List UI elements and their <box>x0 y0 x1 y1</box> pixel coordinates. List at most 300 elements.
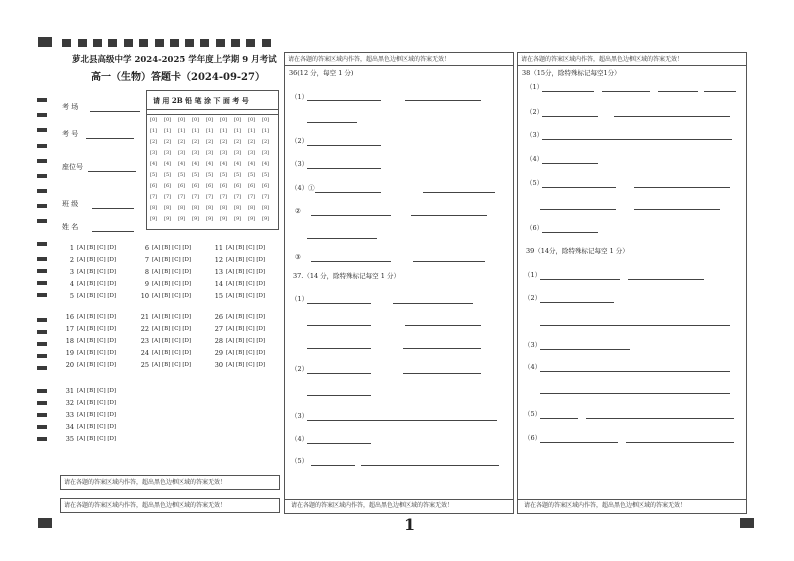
id-digit-bubble[interactable]: [8] <box>262 205 270 211</box>
id-digit-bubble[interactable]: [1] <box>192 128 200 134</box>
answer-bubbles[interactable]: [A] [B] [C] [D] <box>77 338 117 344</box>
answer-line[interactable] <box>540 279 620 280</box>
id-digit-bubble[interactable]: [7] <box>262 194 270 200</box>
warning-box-left-1 <box>60 475 280 490</box>
sub-question-label: （2） <box>526 108 544 116</box>
timing-mark <box>62 39 71 47</box>
id-digit-bubble[interactable]: [9] <box>248 216 256 222</box>
id-digit-bubble[interactable]: [8] <box>220 205 228 211</box>
info-field-label: 考 场 <box>62 103 79 111</box>
id-digit-bubble[interactable]: [8] <box>164 205 172 211</box>
id-digit-bubble[interactable]: [2] <box>234 139 242 145</box>
question-number: 32 <box>65 399 74 407</box>
id-digit-bubble[interactable]: [5] <box>206 172 214 178</box>
answer-bubbles[interactable]: [A] [B] [C] [D] <box>152 293 192 299</box>
q36-title: 36(12 分，每空 1 分) <box>289 69 354 77</box>
id-digit-bubble[interactable]: [1] <box>178 128 186 134</box>
corner-mark-bottom-right <box>740 518 754 528</box>
answer-line[interactable] <box>540 325 730 326</box>
id-digit-bubble[interactable]: [1] <box>262 128 270 134</box>
timing-mark <box>37 189 47 193</box>
answer-line[interactable] <box>628 279 704 280</box>
timing-mark <box>37 128 47 132</box>
question-number: 27 <box>214 325 223 333</box>
id-digit-bubble[interactable]: [6] <box>262 183 270 189</box>
question-number: 13 <box>214 268 223 276</box>
id-digit-bubble[interactable]: [3] <box>262 150 270 156</box>
sub-question-label: （6） <box>524 434 542 442</box>
id-digit-bubble[interactable]: [6] <box>248 183 256 189</box>
answer-line[interactable] <box>602 91 650 92</box>
id-digit-bubble[interactable]: [4] <box>164 161 172 167</box>
answer-line[interactable] <box>626 442 734 443</box>
answer-line[interactable] <box>542 116 598 117</box>
id-digit-bubble[interactable]: [8] <box>248 205 256 211</box>
page-number: 1 <box>404 515 416 534</box>
answer-line[interactable] <box>403 348 481 349</box>
answer-bubbles[interactable]: [A] [B] [C] [D] <box>152 257 192 263</box>
answer-bubbles[interactable]: [A] [B] [C] [D] <box>77 281 117 287</box>
sub-question-label: （3） <box>291 160 309 168</box>
id-digit-bubble[interactable]: [9] <box>234 216 242 222</box>
id-digit-bubble[interactable]: [5] <box>248 172 256 178</box>
question-number: 11 <box>214 244 223 252</box>
id-digit-bubble[interactable]: [1] <box>164 128 172 134</box>
id-digit-bubble[interactable]: [1] <box>150 128 158 134</box>
id-digit-bubble[interactable]: [9] <box>150 216 158 222</box>
answer-bubbles[interactable]: [A] [B] [C] [D] <box>152 314 192 320</box>
timing-mark <box>108 39 117 47</box>
timing-mark <box>37 204 47 208</box>
warning-text: 请在各题的答案区域内作答，超出黑色边框区域的答案无效！ <box>64 502 227 509</box>
q38-title: 38（15分，除特殊标记每空1分） <box>522 69 621 77</box>
sub-question-label: （5） <box>526 179 544 187</box>
id-digit-bubble[interactable]: [7] <box>150 194 158 200</box>
id-digit-bubble[interactable]: [3] <box>164 150 172 156</box>
sub-question-label: （1） <box>524 271 542 279</box>
question-number: 17 <box>65 325 74 333</box>
id-digit-bubble[interactable]: [0] <box>150 117 158 123</box>
id-digit-bubble[interactable]: [6] <box>206 183 214 189</box>
answer-line[interactable] <box>361 465 499 466</box>
id-digit-bubble[interactable]: [4] <box>220 161 228 167</box>
answer-line[interactable] <box>423 192 495 193</box>
id-digit-bubble[interactable]: [4] <box>192 161 200 167</box>
sub-question-label: （3） <box>291 412 309 420</box>
info-field-input[interactable] <box>86 138 134 139</box>
id-digit-bubble[interactable]: [7] <box>220 194 228 200</box>
answer-line[interactable] <box>393 303 473 304</box>
timing-mark <box>37 318 47 322</box>
id-digit-bubble[interactable]: [9] <box>192 216 200 222</box>
answer-line[interactable] <box>403 373 481 374</box>
id-digit-bubble[interactable]: [5] <box>220 172 228 178</box>
id-digit-bubble[interactable]: [3] <box>178 150 186 156</box>
id-digit-bubble[interactable]: [1] <box>220 128 228 134</box>
question-number: 20 <box>65 361 74 369</box>
id-digit-bubble[interactable]: [2] <box>192 139 200 145</box>
answer-line[interactable] <box>405 100 481 101</box>
answer-line[interactable] <box>540 371 730 372</box>
id-digit-bubble[interactable]: [0] <box>234 117 242 123</box>
answer-bubbles[interactable]: [A] [B] [C] [D] <box>226 257 266 263</box>
question-number: 33 <box>65 411 74 419</box>
timing-mark <box>139 39 148 47</box>
timing-mark <box>170 39 179 47</box>
id-digit-bubble[interactable]: [7] <box>234 194 242 200</box>
id-digit-bubble[interactable]: [8] <box>234 205 242 211</box>
fill-instruction: 请 用 2B 铅 笔 涂 下 面 考 号 <box>153 96 249 105</box>
id-digit-bubble[interactable]: [2] <box>164 139 172 145</box>
question-number: 5 <box>69 292 74 300</box>
question-number: 6 <box>144 244 149 252</box>
answer-bubbles[interactable]: [A] [B] [C] [D] <box>152 362 192 368</box>
answer-line[interactable] <box>307 168 381 169</box>
id-digit-bubble[interactable]: [6] <box>164 183 172 189</box>
id-digit-bubble[interactable]: [5] <box>150 172 158 178</box>
timing-mark <box>155 39 164 47</box>
answer-line[interactable] <box>540 442 618 443</box>
timing-mark <box>37 219 47 223</box>
id-digit-bubble[interactable]: [1] <box>206 128 214 134</box>
question-number: 7 <box>144 256 149 264</box>
answer-line[interactable] <box>542 163 598 164</box>
answer-line[interactable] <box>307 303 371 304</box>
timing-mark <box>216 39 225 47</box>
answer-bubbles[interactable]: [A] [B] [C] [D] <box>152 338 192 344</box>
corner-mark-top-left <box>38 37 52 47</box>
timing-mark <box>37 425 47 429</box>
id-digit-bubble[interactable]: [3] <box>220 150 228 156</box>
answer-line[interactable] <box>307 325 371 326</box>
answer-line[interactable] <box>542 232 598 233</box>
id-digit-bubble[interactable]: [8] <box>178 205 186 211</box>
id-digit-bubble[interactable]: [9] <box>206 216 214 222</box>
warning-text: 请在各题的答案区域内作答，超出黑色边框区域的答案无效！ <box>288 56 451 63</box>
id-digit-bubble[interactable]: [7] <box>164 194 172 200</box>
timing-mark <box>78 39 87 47</box>
answer-line[interactable] <box>307 100 381 101</box>
answer-line[interactable] <box>540 418 578 419</box>
answer-line[interactable] <box>542 139 732 140</box>
id-digit-bubble[interactable]: [0] <box>220 117 228 123</box>
id-digit-bubble[interactable]: [2] <box>178 139 186 145</box>
subject-title: 高一（生物）答题卡（2024-09-27） <box>91 72 265 83</box>
answer-bubbles[interactable]: [A] [B] [C] [D] <box>226 245 266 251</box>
question-number: 28 <box>214 337 223 345</box>
question-number: 26 <box>214 313 223 321</box>
answer-bubbles[interactable]: [A] [B] [C] [D] <box>77 293 117 299</box>
info-field-label: 考 号 <box>62 130 79 138</box>
id-digit-bubble[interactable]: [2] <box>206 139 214 145</box>
question-number: 9 <box>144 280 149 288</box>
id-digit-bubble[interactable]: [3] <box>192 150 200 156</box>
answer-line[interactable] <box>311 215 391 216</box>
answer-bubbles[interactable]: [A] [B] [C] [D] <box>77 412 117 418</box>
question-number: 23 <box>140 337 149 345</box>
id-digit-bubble[interactable]: [2] <box>248 139 256 145</box>
answer-line[interactable] <box>614 116 730 117</box>
id-digit-bubble[interactable]: [9] <box>178 216 186 222</box>
answer-bubbles[interactable]: [A] [B] [C] [D] <box>77 362 117 368</box>
id-digit-bubble[interactable]: [6] <box>192 183 200 189</box>
id-digit-bubbles[interactable] <box>150 116 276 226</box>
sub-question-label: （1） <box>291 295 309 303</box>
info-field-input[interactable] <box>90 111 140 112</box>
id-digit-bubble[interactable]: [0] <box>206 117 214 123</box>
answer-line[interactable] <box>540 393 730 394</box>
answer-bubbles[interactable]: [A] [B] [C] [D] <box>226 362 266 368</box>
school-exam-title: 萝北县高级中学 2024-2025 学年度上学期 9 月考试 <box>72 55 277 65</box>
sub-question-label: （4） <box>524 363 542 371</box>
answer-bubbles[interactable]: [A] [B] [C] [D] <box>77 245 117 251</box>
id-digit-bubble[interactable]: [4] <box>206 161 214 167</box>
id-digit-bubble[interactable]: [2] <box>220 139 228 145</box>
answer-bubbles[interactable]: [A] [B] [C] [D] <box>77 269 117 275</box>
id-digit-bubble[interactable]: [2] <box>150 139 158 145</box>
question-number: 35 <box>65 435 74 443</box>
answer-line[interactable] <box>540 302 614 303</box>
question-number: 22 <box>140 325 149 333</box>
id-digit-bubble[interactable]: [7] <box>248 194 256 200</box>
warning-text: 请在各题的答案区域内作答，超出黑色边框区域的答案无效！ <box>524 502 687 509</box>
id-digit-bubble[interactable]: [4] <box>178 161 186 167</box>
id-digit-bubble[interactable]: [5] <box>178 172 186 178</box>
answer-line[interactable] <box>307 395 371 396</box>
q39-title: 39（14分，除特殊标记每空 1 分） <box>526 247 629 255</box>
timing-mark <box>37 113 47 117</box>
id-digit-bubble[interactable]: [2] <box>262 139 270 145</box>
timing-mark <box>37 98 47 102</box>
id-digit-bubble[interactable]: [1] <box>234 128 242 134</box>
id-digit-bubble[interactable]: [8] <box>192 205 200 211</box>
timing-mark <box>37 174 47 178</box>
timing-mark <box>37 401 47 405</box>
answer-line[interactable] <box>704 91 736 92</box>
answer-bubbles[interactable]: [A] [B] [C] [D] <box>77 400 117 406</box>
id-digit-bubble[interactable]: [6] <box>178 183 186 189</box>
timing-mark <box>37 269 47 273</box>
id-digit-bubble[interactable]: [7] <box>178 194 186 200</box>
timing-mark <box>124 39 133 47</box>
answer-bubbles[interactable]: [A] [B] [C] [D] <box>226 293 266 299</box>
info-field-label: 班 级 <box>62 200 79 208</box>
id-digit-bubble[interactable]: [9] <box>164 216 172 222</box>
answer-line[interactable] <box>307 348 371 349</box>
answer-line[interactable] <box>405 325 481 326</box>
sub-question-label: （4） <box>526 155 544 163</box>
answer-line[interactable] <box>315 192 381 193</box>
answer-bubbles[interactable]: [A] [B] [C] [D] <box>226 338 266 344</box>
answer-bubbles[interactable]: [A] [B] [C] [D] <box>226 281 266 287</box>
answer-bubbles[interactable]: [A] [B] [C] [D] <box>152 269 192 275</box>
question-number: 12 <box>214 256 223 264</box>
question-number: 25 <box>140 361 149 369</box>
answer-line[interactable] <box>307 420 497 421</box>
answer-line[interactable] <box>542 187 616 188</box>
answer-bubbles[interactable]: [A] [B] [C] [D] <box>77 314 117 320</box>
answer-line[interactable] <box>413 261 485 262</box>
answer-bubbles[interactable]: [A] [B] [C] [D] <box>77 388 117 394</box>
answer-bubbles[interactable]: [A] [B] [C] [D] <box>77 350 117 356</box>
id-digit-bubble[interactable]: [5] <box>192 172 200 178</box>
id-digit-bubble[interactable]: [4] <box>150 161 158 167</box>
timing-mark <box>37 159 47 163</box>
id-digit-bubble[interactable]: [4] <box>248 161 256 167</box>
question-number: 29 <box>214 349 223 357</box>
question-number: 24 <box>140 349 149 357</box>
sub-question-label: （1） <box>291 93 309 101</box>
answer-line[interactable] <box>307 238 377 239</box>
id-digit-bubble[interactable]: [9] <box>220 216 228 222</box>
answer-line[interactable] <box>307 443 371 444</box>
question-number: 19 <box>65 349 74 357</box>
answer-line[interactable] <box>307 122 357 123</box>
answer-line[interactable] <box>634 187 730 188</box>
id-digit-bubble[interactable]: [3] <box>248 150 256 156</box>
corner-mark-bottom-left <box>38 518 52 528</box>
answer-line[interactable] <box>634 209 720 210</box>
question-number: 1 <box>69 244 74 252</box>
sub-question-label: （2） <box>291 365 309 373</box>
timing-mark <box>37 242 47 246</box>
answer-bubbles[interactable]: [A] [B] [C] [D] <box>226 269 266 275</box>
sub-question-label: （2） <box>524 294 542 302</box>
id-digit-bubble[interactable]: [5] <box>164 172 172 178</box>
timing-mark <box>37 281 47 285</box>
timing-mark <box>37 342 47 346</box>
question-number: 15 <box>214 292 223 300</box>
timing-mark <box>231 39 240 47</box>
question-number: 21 <box>140 313 149 321</box>
id-digit-bubble[interactable]: [5] <box>234 172 242 178</box>
answer-bubbles[interactable]: [A] [B] [C] [D] <box>77 326 117 332</box>
id-digit-bubble[interactable]: [8] <box>206 205 214 211</box>
answer-line[interactable] <box>658 91 698 92</box>
timing-mark <box>37 354 47 358</box>
timing-mark <box>200 39 209 47</box>
id-digit-bubble[interactable]: [3] <box>234 150 242 156</box>
sub-question-label: （4） <box>291 435 309 443</box>
id-digit-bubble[interactable]: [7] <box>192 194 200 200</box>
answer-bubbles[interactable]: [A] [B] [C] [D] <box>226 326 266 332</box>
sub-question-label: （4）① <box>291 184 315 192</box>
id-digit-bubble[interactable]: [7] <box>206 194 214 200</box>
exam-id-grid <box>146 90 279 230</box>
info-field-input[interactable] <box>92 208 134 209</box>
id-digit-bubble[interactable]: [3] <box>150 150 158 156</box>
id-digit-bubble[interactable]: [3] <box>206 150 214 156</box>
q36-answers[interactable] <box>285 53 513 513</box>
answer-line[interactable] <box>411 215 487 216</box>
id-digit-bubble[interactable]: [9] <box>262 216 270 222</box>
id-digit-bubble[interactable]: [0] <box>192 117 200 123</box>
answer-bubbles[interactable]: [A] [B] [C] [D] <box>152 281 192 287</box>
timing-mark <box>37 293 47 297</box>
sub-question-label: ② <box>295 207 301 215</box>
answer-panel-q36-q37 <box>284 52 514 514</box>
timing-mark <box>37 366 47 370</box>
answer-line[interactable] <box>307 373 371 374</box>
answer-panel-q38-q39 <box>517 52 747 514</box>
q38-answers[interactable] <box>518 53 746 513</box>
info-field-input[interactable] <box>88 171 136 172</box>
answer-bubbles[interactable]: [A] [B] [C] [D] <box>77 436 117 442</box>
question-number: 14 <box>214 280 223 288</box>
sub-question-label: （3） <box>524 341 542 349</box>
id-digit-bubble[interactable]: [6] <box>234 183 242 189</box>
answer-bubbles[interactable]: [A] [B] [C] [D] <box>226 350 266 356</box>
question-number: 30 <box>214 361 223 369</box>
id-digit-bubble[interactable]: [5] <box>262 172 270 178</box>
id-digit-bubble[interactable]: [0] <box>248 117 256 123</box>
warning-text: 请在各题的答案区域内作答，超出黑色边框区域的答案无效！ <box>521 56 684 63</box>
answer-bubbles[interactable]: [A] [B] [C] [D] <box>152 350 192 356</box>
warning-text: 请在各题的答案区域内作答，超出黑色边框区域的答案无效！ <box>64 479 227 486</box>
question-number: 31 <box>65 387 74 395</box>
answer-bubbles[interactable]: [A] [B] [C] [D] <box>152 326 192 332</box>
id-digit-bubble[interactable]: [6] <box>220 183 228 189</box>
info-field-label: 姓 名 <box>62 223 79 231</box>
timing-mark <box>37 330 47 334</box>
question-number: 16 <box>65 313 74 321</box>
question-number: 18 <box>65 337 74 345</box>
info-field-label: 座位号 <box>62 163 83 171</box>
question-number: 34 <box>65 423 74 431</box>
question-number: 4 <box>69 280 74 288</box>
answer-line[interactable] <box>542 91 594 92</box>
answer-line[interactable] <box>540 209 616 210</box>
timing-mark <box>93 39 102 47</box>
timing-mark <box>37 257 47 261</box>
answer-bubbles[interactable]: [A] [B] [C] [D] <box>152 245 192 251</box>
answer-line[interactable] <box>586 418 734 419</box>
sub-question-label: ③ <box>295 253 301 261</box>
timing-mark <box>37 413 47 417</box>
timing-mark <box>37 437 47 441</box>
timing-mark <box>262 39 271 47</box>
sub-question-label: （3） <box>526 131 544 139</box>
info-field-input[interactable] <box>92 231 134 232</box>
answer-line[interactable] <box>311 465 355 466</box>
question-number: 2 <box>69 256 74 264</box>
answer-line[interactable] <box>540 349 630 350</box>
id-digit-bubble[interactable]: [1] <box>248 128 256 134</box>
timing-mark <box>37 144 47 148</box>
id-digit-bubble[interactable]: [4] <box>234 161 242 167</box>
id-digit-bubble[interactable]: [4] <box>262 161 270 167</box>
timing-mark <box>185 39 194 47</box>
id-digit-bubble[interactable]: [0] <box>178 117 186 123</box>
timing-mark <box>246 39 255 47</box>
sub-question-label: （1） <box>526 83 544 91</box>
warning-box-left-2 <box>60 498 280 513</box>
question-number: 10 <box>140 292 149 300</box>
id-digit-bubble[interactable]: [6] <box>150 183 158 189</box>
id-digit-bubble[interactable]: [0] <box>164 117 172 123</box>
question-number: 3 <box>69 268 74 276</box>
answer-bubbles[interactable]: [A] [B] [C] [D] <box>226 314 266 320</box>
answer-bubbles[interactable]: [A] [B] [C] [D] <box>77 424 117 430</box>
sub-question-label: （5） <box>291 457 309 465</box>
timing-mark <box>37 389 47 393</box>
answer-bubbles[interactable]: [A] [B] [C] [D] <box>77 257 117 263</box>
answer-line[interactable] <box>311 261 391 262</box>
answer-line[interactable] <box>307 145 381 146</box>
id-digit-bubble[interactable]: [0] <box>262 117 270 123</box>
id-digit-bubble[interactable]: [8] <box>150 205 158 211</box>
sub-question-label: （6） <box>526 224 544 232</box>
